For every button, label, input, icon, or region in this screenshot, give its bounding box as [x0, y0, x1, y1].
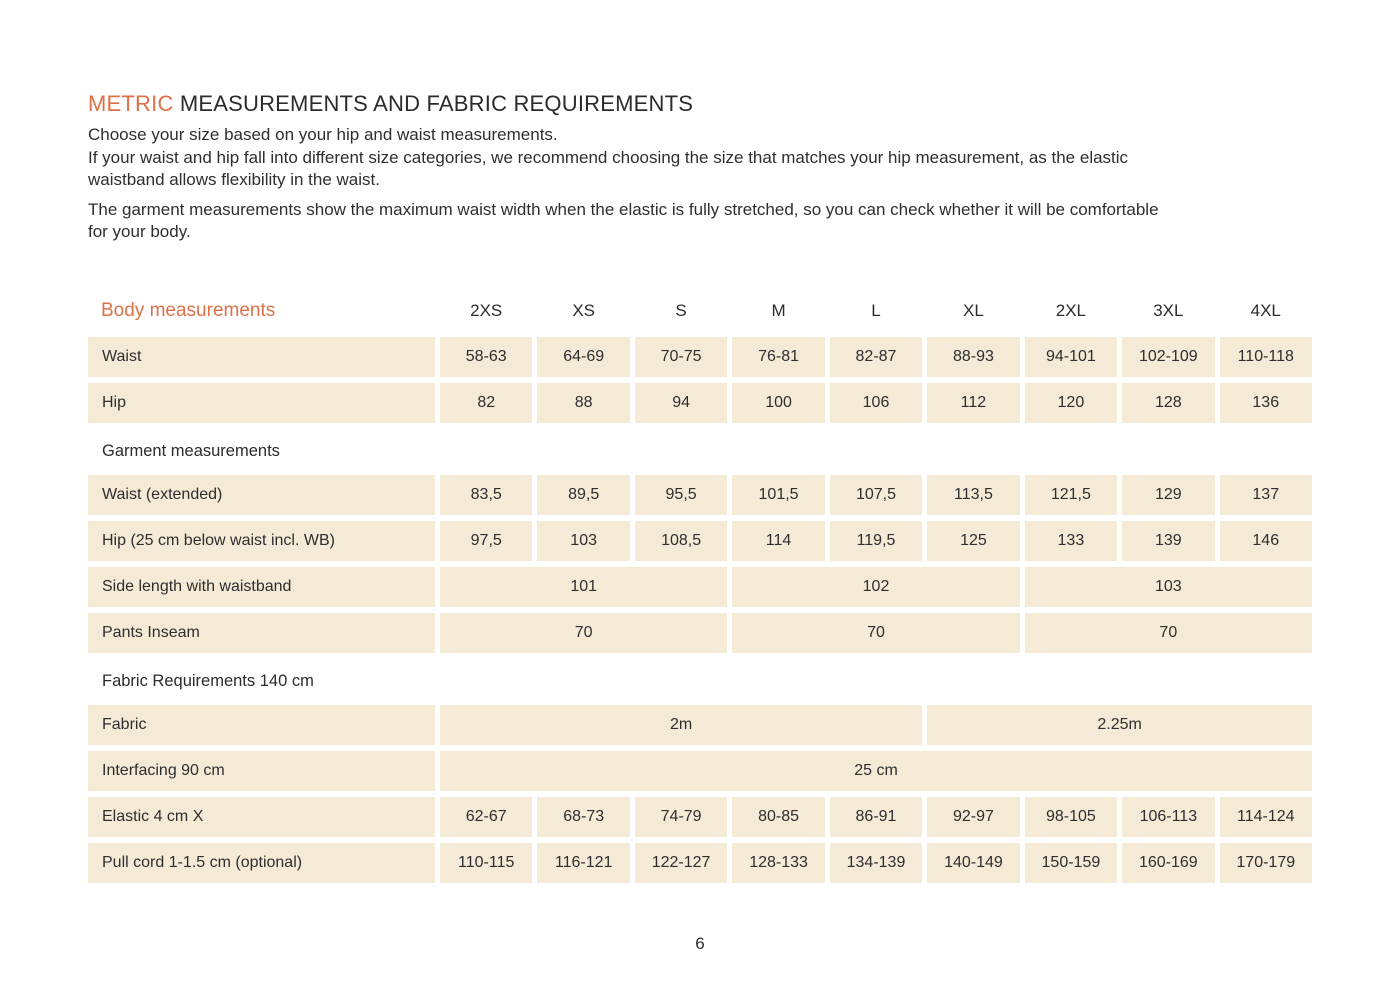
value-cell: 94-101 [1025, 337, 1117, 377]
table-row [88, 751, 1312, 791]
value-cell: 140-149 [927, 843, 1019, 883]
value-cell: 125 [927, 521, 1019, 561]
intro-line-2: If your waist and hip fall into different size categories, we recommend choosing the size that matches your hip measurement, as the elastic waistband allows flexibility in the waist. [88, 147, 1129, 189]
size-column-header: 2XL [1055, 300, 1086, 320]
row-label: Pants Inseam [88, 613, 435, 653]
row-label: Interfacing 90 cm [88, 751, 435, 791]
value-cell: 107,5 [830, 475, 922, 515]
value-cell: 128 [1122, 383, 1214, 423]
value-cell: 110-115 [440, 843, 532, 883]
merged-value-cell: 70 [732, 613, 1019, 653]
intro-text [88, 124, 1183, 244]
value-cell: 139 [1122, 521, 1214, 561]
size-column-header: S [675, 300, 687, 320]
value-cell: 106-113 [1122, 797, 1214, 837]
size-column-header: 3XL [1153, 300, 1184, 320]
value-cell: 113,5 [927, 475, 1019, 515]
value-cell: 137 [1220, 475, 1312, 515]
value-cell: 110-118 [1220, 337, 1312, 377]
merged-value-cell: 2m [440, 705, 922, 745]
merged-value-cell: 2.25m [927, 705, 1312, 745]
value-cell: 112 [927, 383, 1019, 423]
row-label: Elastic 4 cm X [88, 797, 435, 837]
row-label: Side length with waistband [88, 567, 435, 607]
value-cell: 134-139 [830, 843, 922, 883]
size-column-header: 4XL [1250, 300, 1281, 320]
value-cell: 122-127 [635, 843, 727, 883]
value-cell: 83,5 [440, 475, 532, 515]
value-cell: 116-121 [537, 843, 629, 883]
table-row [88, 705, 1312, 745]
size-column-header: XL [963, 300, 984, 320]
intro-line-3: The garment measurements show the maximum waist width when the elastic is fully stretched, so you can check whether it will be comfortable for your body. [88, 199, 1159, 241]
value-cell: 120 [1025, 383, 1117, 423]
value-cell: 92-97 [927, 797, 1019, 837]
value-cell: 150-159 [1025, 843, 1117, 883]
row-label: Fabric [88, 705, 435, 745]
size-column-header: XS [572, 300, 595, 320]
value-cell: 94 [635, 383, 727, 423]
size-table [88, 294, 1312, 883]
section-label: Fabric Requirements 140 cm [102, 672, 314, 690]
size-column-header: L [871, 300, 881, 320]
section-label: Garment measurements [102, 442, 280, 460]
value-cell: 106 [830, 383, 922, 423]
table-row [88, 383, 1312, 423]
merged-value-cell: 103 [1025, 567, 1312, 607]
row-label: Hip (25 cm below waist incl. WB) [88, 521, 435, 561]
value-cell: 108,5 [635, 521, 727, 561]
value-cell: 101,5 [732, 475, 824, 515]
value-cell: 170-179 [1220, 843, 1312, 883]
value-cell: 82-87 [830, 337, 922, 377]
value-cell: 74-79 [635, 797, 727, 837]
value-cell: 129 [1122, 475, 1214, 515]
table-row [88, 337, 1312, 377]
size-column-header: 2XS [470, 300, 503, 320]
value-cell: 97,5 [440, 521, 532, 561]
row-label: Pull cord 1-1.5 cm (optional) [88, 843, 435, 883]
page-title-accent: METRIC [88, 91, 174, 116]
value-cell: 86-91 [830, 797, 922, 837]
value-cell: 88-93 [927, 337, 1019, 377]
value-cell: 103 [537, 521, 629, 561]
value-cell: 102-109 [1122, 337, 1214, 377]
value-cell: 70-75 [635, 337, 727, 377]
value-cell: 80-85 [732, 797, 824, 837]
value-cell: 160-169 [1122, 843, 1214, 883]
merged-value-cell: 70 [440, 613, 727, 653]
merged-value-cell: 25 cm [440, 751, 1312, 791]
value-cell: 76-81 [732, 337, 824, 377]
row-label: Hip [88, 383, 435, 423]
table-header-label: Body measurements [101, 299, 276, 321]
page-title [88, 91, 1400, 117]
table-row [88, 567, 1312, 607]
page-number: 6 [695, 934, 705, 953]
value-cell: 68-73 [537, 797, 629, 837]
merged-value-cell: 70 [1025, 613, 1312, 653]
size-column-header: M [771, 300, 786, 320]
value-cell: 89,5 [537, 475, 629, 515]
value-cell: 98-105 [1025, 797, 1117, 837]
value-cell: 58-63 [440, 337, 532, 377]
value-cell: 136 [1220, 383, 1312, 423]
value-cell: 95,5 [635, 475, 727, 515]
value-cell: 128-133 [732, 843, 824, 883]
value-cell: 62-67 [440, 797, 532, 837]
value-cell: 146 [1220, 521, 1312, 561]
value-cell: 82 [440, 383, 532, 423]
value-cell: 114 [732, 521, 824, 561]
merged-value-cell: 102 [732, 567, 1019, 607]
value-cell: 121,5 [1025, 475, 1117, 515]
row-label: Waist (extended) [88, 475, 435, 515]
value-cell: 114-124 [1220, 797, 1312, 837]
table-row [88, 475, 1312, 515]
table-row [88, 613, 1312, 653]
table-row [88, 521, 1312, 561]
table-row [88, 797, 1312, 837]
merged-value-cell: 101 [440, 567, 727, 607]
table-header-row [88, 294, 1312, 328]
value-cell: 64-69 [537, 337, 629, 377]
table-row [88, 843, 1312, 883]
row-label: Waist [88, 337, 435, 377]
value-cell: 100 [732, 383, 824, 423]
intro-line-1: Choose your size based on your hip and waist measurements. [88, 125, 558, 144]
page-title-rest: MEASUREMENTS AND FABRIC REQUIREMENTS [173, 91, 694, 116]
value-cell: 119,5 [830, 521, 922, 561]
value-cell: 133 [1025, 521, 1117, 561]
value-cell: 88 [537, 383, 629, 423]
